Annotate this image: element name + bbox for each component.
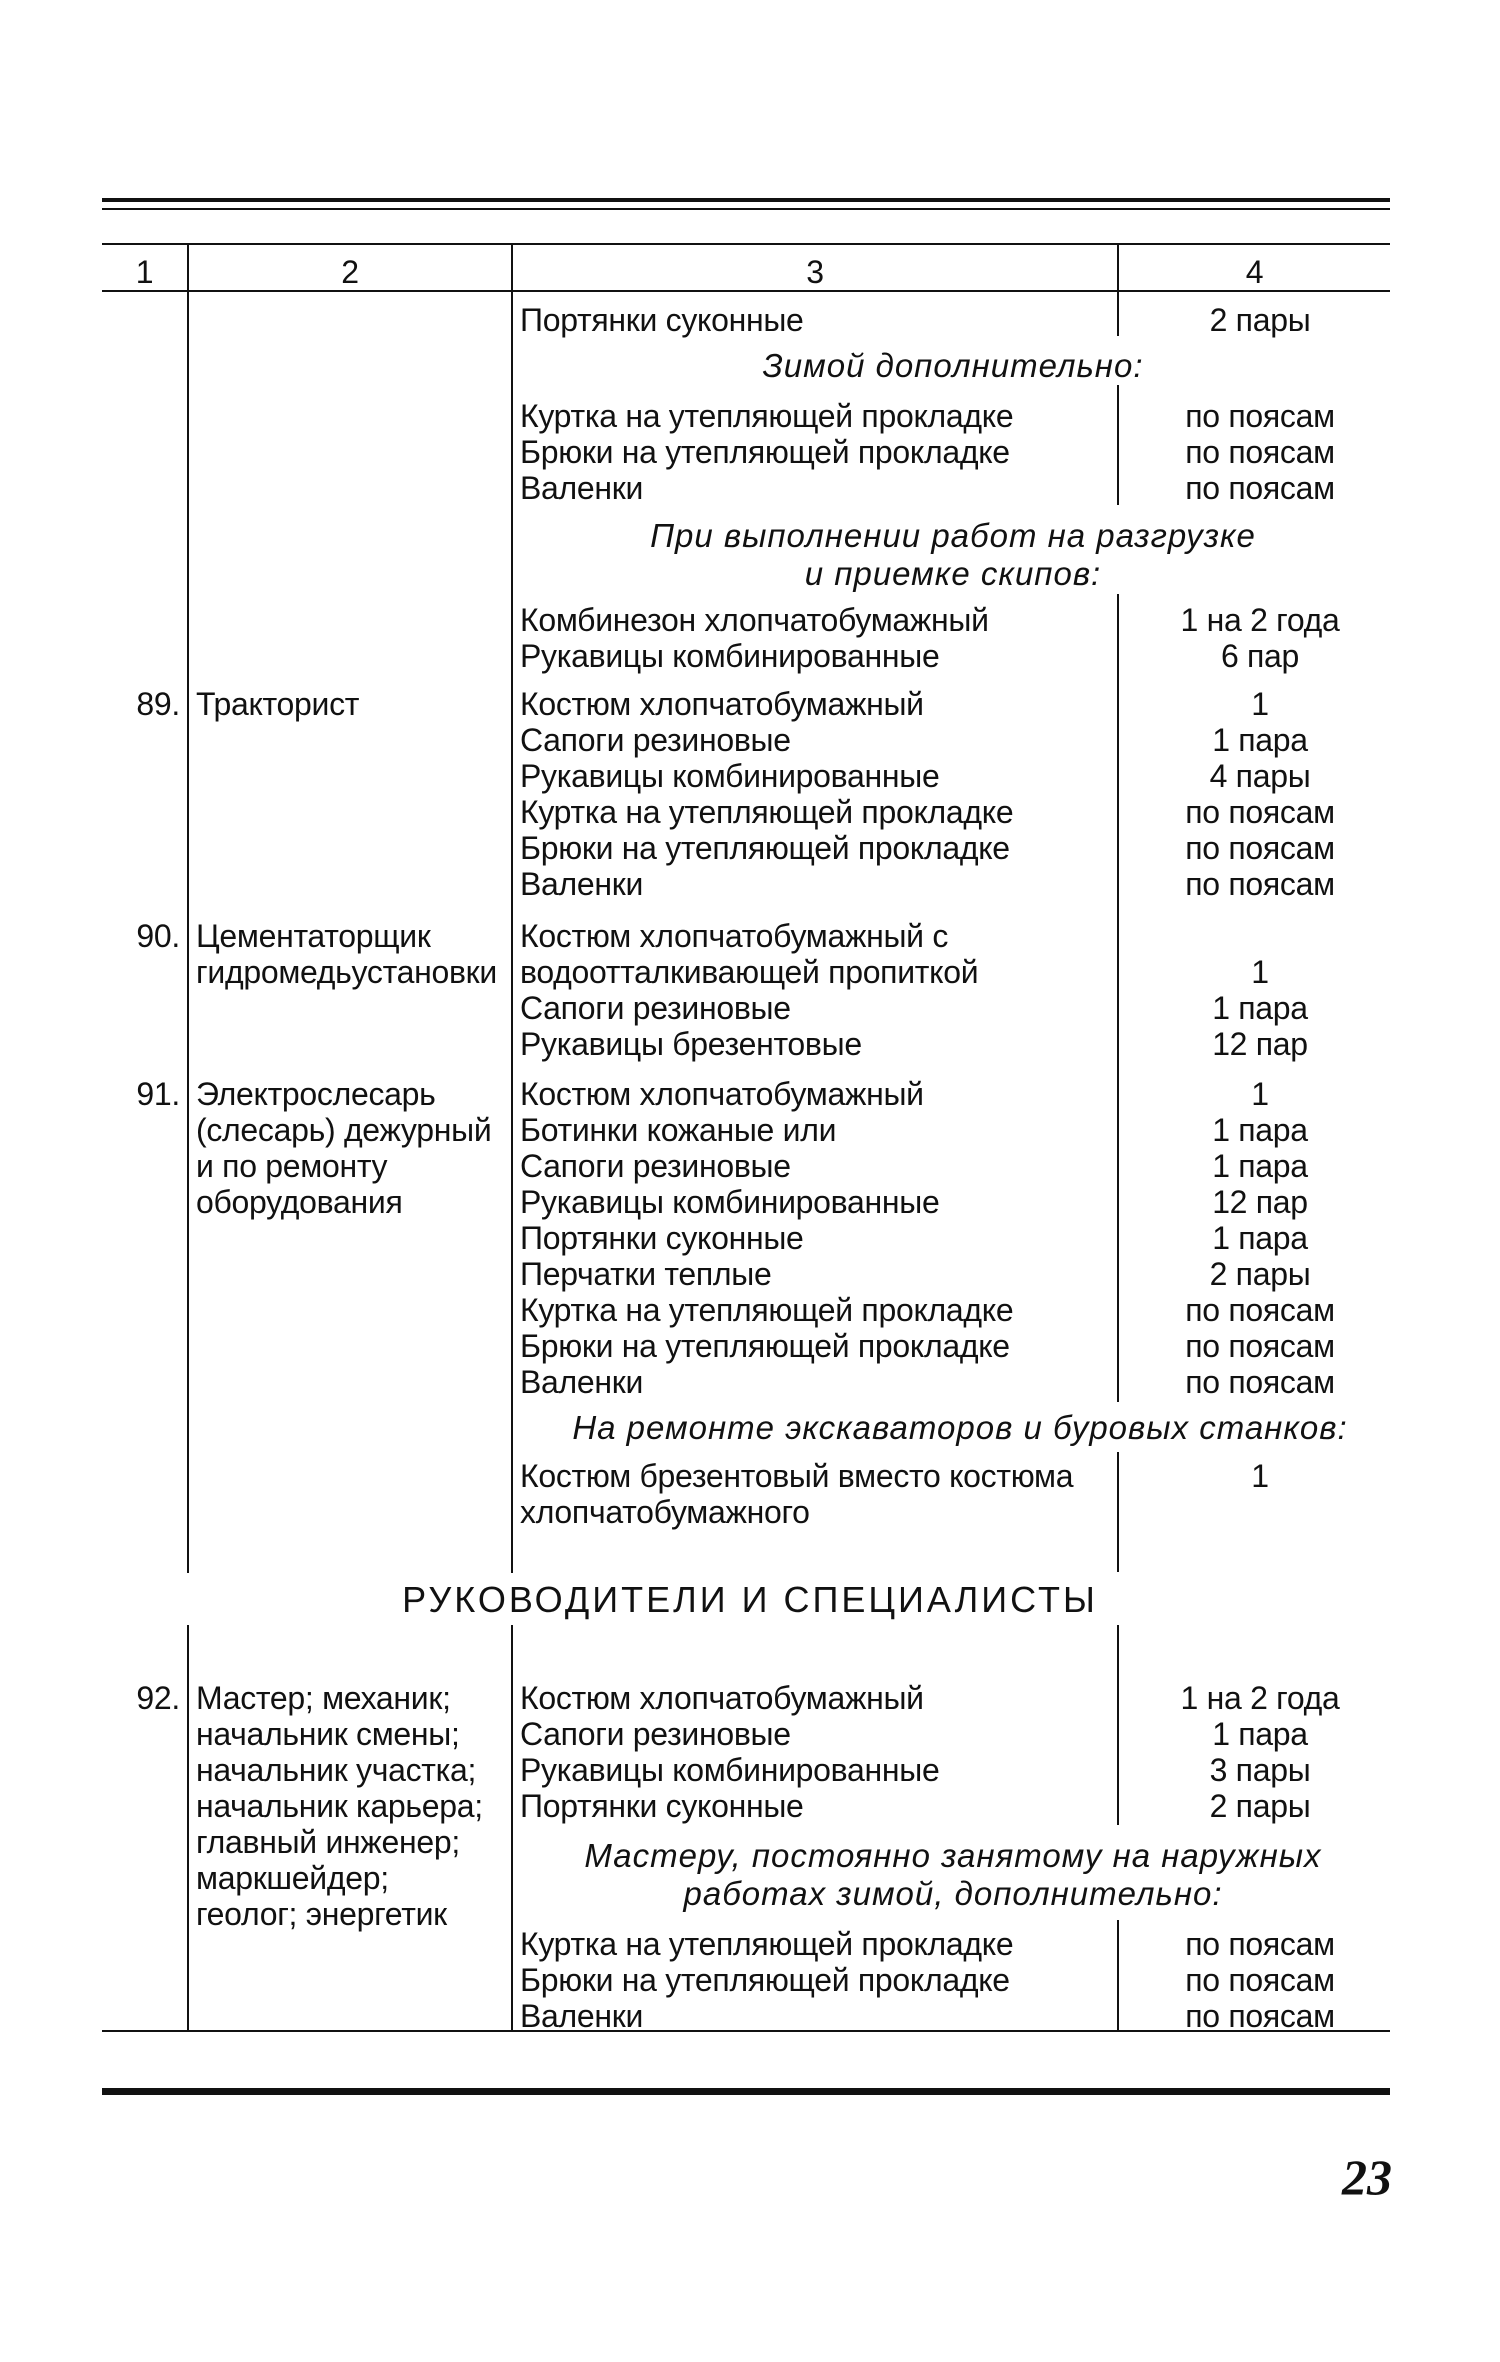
item-qty: по поясам	[1185, 398, 1335, 434]
item-text: Брюки на утепляющей прокладке	[520, 434, 1010, 470]
item-text: водоотталкивающей пропиткой	[520, 954, 979, 990]
header-col-2: 2	[341, 254, 359, 290]
item-qty: 1	[1251, 954, 1269, 990]
item-qty: 1	[1251, 686, 1269, 722]
profession-title: начальник смены;	[196, 1716, 460, 1752]
profession-title: Цементаторщик	[196, 918, 431, 954]
item-text: Брюки на утепляющей прокладке	[520, 1328, 1010, 1364]
item-text: Портянки суконные	[520, 1788, 804, 1824]
item-qty: 1 пара	[1212, 1112, 1308, 1148]
item-text: хлопчатобумажного	[520, 1494, 810, 1530]
item-text: Костюм хлопчатобумажный с	[520, 918, 949, 954]
col-divider-3d	[1117, 1452, 1119, 1572]
profession-title: начальник участка;	[196, 1752, 477, 1788]
item-qty: 2 пары	[1209, 302, 1311, 338]
item-text: Костюм брезентовый вместо костюма	[520, 1458, 1074, 1494]
profession-title: Электрослесарь	[196, 1076, 436, 1112]
col-divider-2	[511, 243, 513, 1573]
item-qty: по поясам	[1185, 866, 1335, 902]
item-text: Куртка на утепляющей прокладке	[520, 794, 1014, 830]
item-qty: 1	[1251, 1076, 1269, 1112]
master-note-line1: Мастеру, постоянно занятому на наружных	[584, 1837, 1322, 1874]
row-number: 89.	[136, 686, 180, 722]
item-qty: по поясам	[1185, 1292, 1335, 1328]
item-text: Перчатки теплые	[520, 1256, 772, 1292]
item-text: Рукавицы комбинированные	[520, 1752, 940, 1788]
item-qty: 1 пара	[1212, 722, 1308, 758]
item-qty: 1 пара	[1212, 1220, 1308, 1256]
item-text: Валенки	[520, 866, 644, 902]
item-text: Куртка на утепляющей прокладке	[520, 1292, 1014, 1328]
item-qty: 1 пара	[1212, 1148, 1308, 1184]
page-number: 23	[1342, 2149, 1392, 2205]
col-divider-3f	[1117, 1920, 1119, 2030]
item-text: Рукавицы комбинированные	[520, 758, 940, 794]
item-qty: 3 пары	[1209, 1752, 1311, 1788]
item-qty: 1	[1251, 1458, 1269, 1494]
item-qty: 1 пара	[1212, 1716, 1308, 1752]
item-text: Сапоги резиновые	[520, 990, 791, 1026]
section-title: РУКОВОДИТЕЛИ И СПЕЦИАЛИСТЫ	[402, 1579, 1098, 1620]
col-divider-1	[187, 243, 189, 1573]
header-col-1: 1	[135, 254, 154, 290]
item-qty: 1 на 2 года	[1180, 602, 1340, 638]
item-text: Костюм хлопчатобумажный	[520, 1680, 924, 1716]
profession-title: маркшейдер;	[196, 1860, 389, 1896]
bottom-rule-thick	[102, 2088, 1390, 2095]
col-divider-1b	[187, 1625, 189, 2030]
item-text: Валенки	[520, 1364, 644, 1400]
col-divider-2b	[511, 1625, 513, 2030]
row-number: 92.	[136, 1680, 180, 1716]
item-text: Портянки суконные	[520, 302, 804, 338]
profession-title: (слесарь) дежурный	[196, 1112, 492, 1148]
item-qty: 12 пар	[1212, 1026, 1308, 1062]
item-text: Костюм хлопчатобумажный	[520, 1076, 924, 1112]
unload-note-line1: При выполнении работ на разгрузке	[650, 517, 1256, 554]
item-qty: по поясам	[1185, 1328, 1335, 1364]
item-qty: по поясам	[1185, 1364, 1335, 1400]
profession-title: главный инженер;	[196, 1824, 460, 1860]
item-qty: 4 пары	[1209, 758, 1311, 794]
item-qty: 1 на 2 года	[1180, 1680, 1340, 1716]
profession-title: Тракторист	[196, 686, 360, 722]
item-text: Сапоги резиновые	[520, 1716, 791, 1752]
item-text: Валенки	[520, 470, 644, 506]
profession-title: оборудования	[196, 1184, 403, 1220]
header-bottom-line	[102, 290, 1390, 292]
item-qty: по поясам	[1185, 794, 1335, 830]
unload-note-line2: и приемке скипов:	[804, 555, 1102, 592]
item-qty: 2 пары	[1209, 1256, 1311, 1292]
item-text: Рукавицы комбинированные	[520, 1184, 940, 1220]
item-text: Комбинезон хлопчатобумажный	[520, 602, 989, 638]
item-text: Брюки на утепляющей прокладке	[520, 830, 1010, 866]
item-qty: по поясам	[1185, 434, 1335, 470]
row-number: 91.	[136, 1076, 180, 1112]
header-top-line	[102, 243, 1390, 245]
item-text: Куртка на утепляющей прокладке	[520, 1926, 1014, 1962]
row-number: 90.	[136, 918, 180, 954]
item-qty: по поясам	[1185, 1998, 1335, 2034]
winter-note: Зимой дополнительно:	[762, 347, 1144, 384]
item-text: Сапоги резиновые	[520, 722, 791, 758]
col-divider-3b	[1117, 385, 1119, 505]
item-text: Рукавицы брезентовые	[520, 1026, 862, 1062]
master-note-line2: работах зимой, дополнительно:	[683, 1875, 1223, 1912]
item-qty: 6 пар	[1220, 638, 1300, 674]
col-divider-3c	[1117, 594, 1119, 1402]
item-text: Костюм хлопчатобумажный	[520, 686, 924, 722]
item-qty: по поясам	[1185, 1926, 1335, 1962]
top-rule-thin	[102, 208, 1390, 210]
top-rule-thick	[102, 198, 1390, 202]
item-text: Ботинки кожаные или	[520, 1112, 837, 1148]
profession-title: начальник карьера;	[196, 1788, 483, 1824]
item-qty: 12 пар	[1212, 1184, 1308, 1220]
item-text: Валенки	[520, 1998, 644, 2034]
item-text: Куртка на утепляющей прокладке	[520, 398, 1014, 434]
header-col-4: 4	[1245, 254, 1264, 290]
item-qty: 1 пара	[1212, 990, 1308, 1026]
item-text: Сапоги резиновые	[520, 1148, 791, 1184]
item-text: Брюки на утепляющей прокладке	[520, 1962, 1010, 1998]
profession-title: геолог; энергетик	[196, 1896, 447, 1932]
col-divider-3e	[1117, 1625, 1119, 1825]
item-qty: по поясам	[1185, 1962, 1335, 1998]
item-qty: по поясам	[1185, 830, 1335, 866]
header-col-3: 3	[806, 254, 824, 290]
item-qty: 2 пары	[1209, 1788, 1311, 1824]
repair-note: На ремонте экскаваторов и буровых станков:	[572, 1409, 1348, 1446]
item-text: Рукавицы комбинированные	[520, 638, 940, 674]
item-qty: по поясам	[1185, 470, 1335, 506]
profession-title: гидромедьустановки	[196, 954, 497, 990]
profession-title: Мастер; механик;	[196, 1680, 451, 1716]
item-text: Портянки суконные	[520, 1220, 804, 1256]
profession-title: и по ремонту	[196, 1148, 388, 1184]
